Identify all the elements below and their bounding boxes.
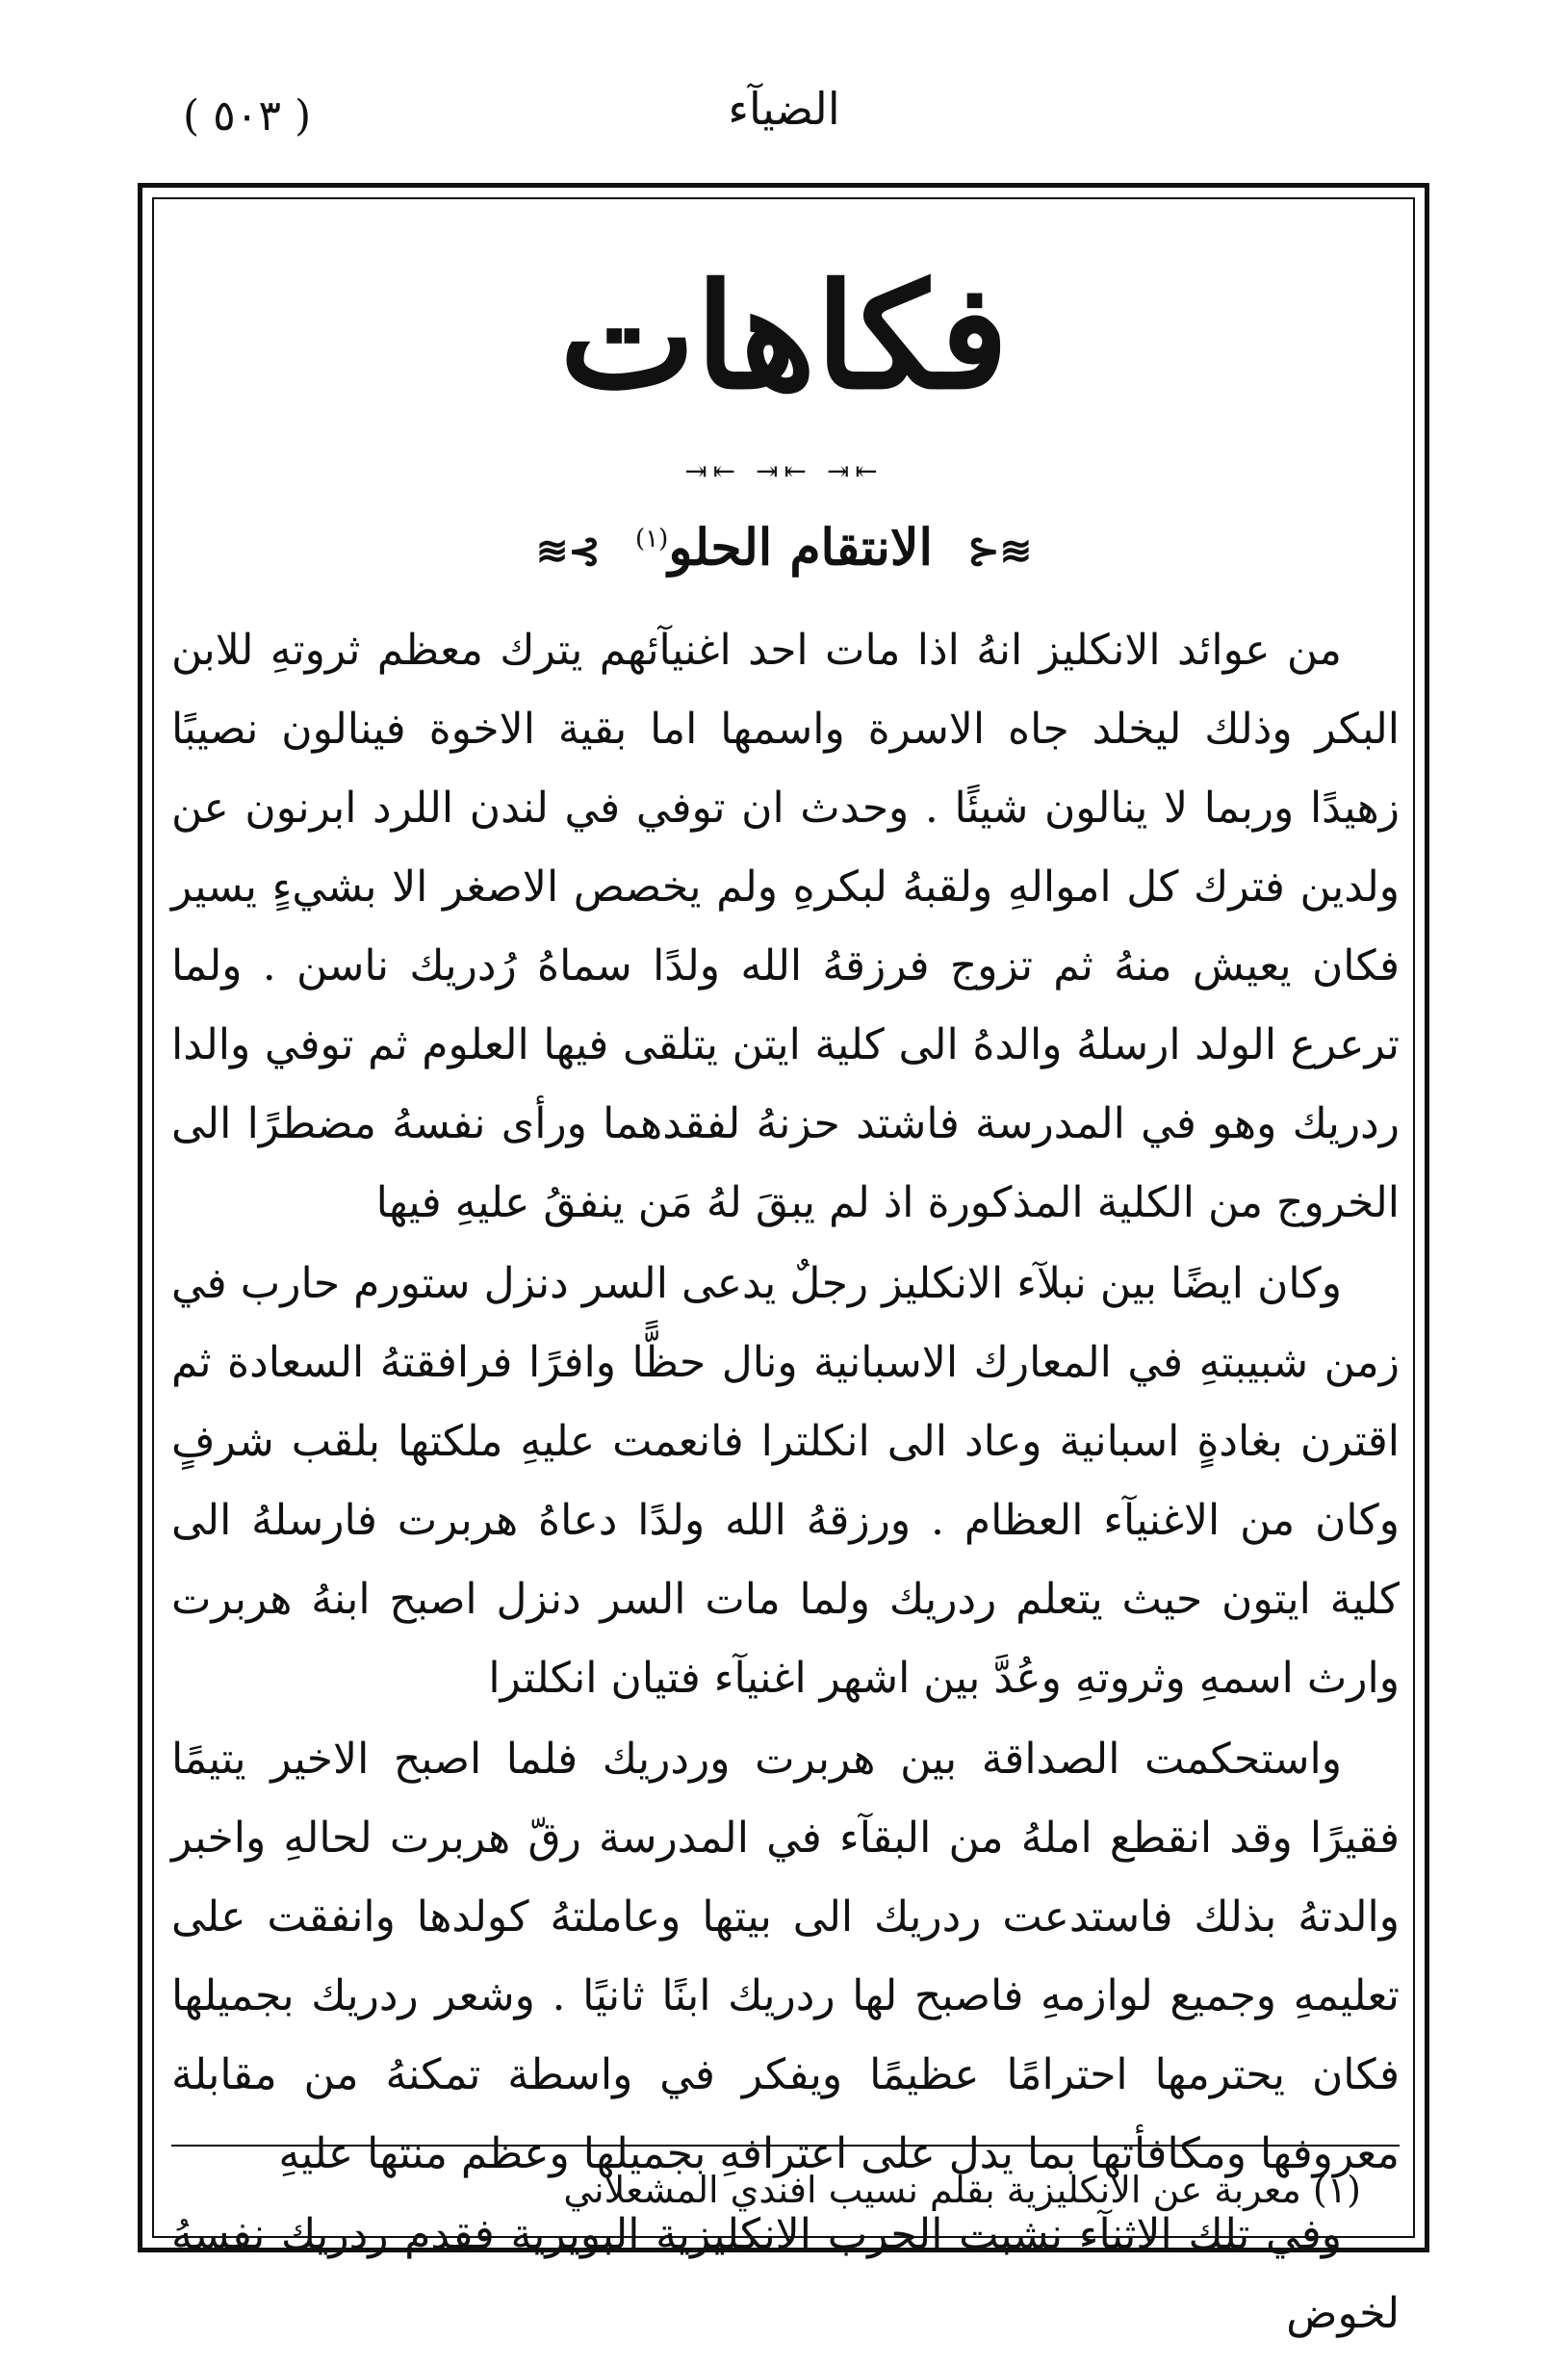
footnote-mark: (١) [635, 525, 669, 553]
article-body [171, 611, 1400, 2353]
paragraph: وفي تلك الاثنآء نشبت الحرب الانكليزية البويرية فقدم ردريك نفسهُ لخوض [171, 2210, 1400, 2338]
footnote-divider [171, 2145, 1400, 2147]
ornament-divider: ⇤⇥ ⇤⇥ ⇤⇥ [684, 455, 884, 487]
article-heading [0, 501, 1568, 590]
paragraph: وكان ايضًا بين نبلآء الانكليز رجلٌ يدعى السر دنزل ستورم حارب في زمن شبيبتهِ في المعارك الاسبانية ونال حظًّا وافرًا فرافقتهُ السعادة ثم اقترن بغادةٍ اسبانية وعاد الى انكلترا فانعمت عليهِ ملكتها بلقب شرفٍ وكان من الاغنيآء العظام . ورزقهُ الله ولدًا دعاهُ هربرت فارسلهُ الى كلية ايتون حيث يتعلم ردريك ولما مات السر دنزل اصبح ابنهُ هربرت وارث اسمهِ وثروتهِ وعُدَّ بين اشهر اغنيآء فتيان انكلترا [171, 1259, 1400, 1703]
paragraph: من عوائد الانكليز انهُ اذا مات احد اغنيآئهم يترك معظم ثروتهِ للابن البكر وذلك ليخلد جاه الاسرة واسمها اما بقية الاخوة فينالون نصيبًا زهيدًا وربما لا ينالون شيئًا . وحدث ان توفي في لندن اللرد ابرنون عن ولدين فترك كل اموالهِ ولقبهُ لبكرهِ ولم يخصص الاصغر الا بشيءٍ يسير فكان يعيش منهُ ثم تزوج فرزقهُ الله ولدًا سماهُ رُدريك ناسن . ولما ترعرع الولد ارسلهُ والدهُ الى كلية ايتن يتلقى فيها العلوم ثم توفي والدا ردريك وهو في المدرسة فاشتد حزنهُ لفقدهما ورأى نفسهُ مضطرًا الى الخروج من الكلية المذكورة اذ لم يبقَ لهُ مَن ينفقُ عليهِ فيها [171, 626, 1400, 1227]
footnote: (١) معربة عن الانكليزية بقلم نسيب افندي المشعلاني [563, 2169, 1361, 2211]
page-number: ( ٥٠٣ ) [183, 91, 312, 141]
journal-name: الضيآء [728, 83, 840, 135]
heading-ornament-left: ⊱≋ [535, 528, 601, 575]
paragraph: واستحكمت الصداقة بين هربرت وردريك فلما اصبح الاخير يتيمًا فقيرًا وقد انقطع املهُ من البقآء في المدرسة رقّ هربرت لحالهِ واخبر والدتهُ بذلك فاستدعت ردريك الى بيتها وعاملتهُ كولدها وانفقت على تعليمهِ وجميع لوازمهِ فاصبح لها ردريك ابنًا ثانيًا . وشعر ردريك بجميلها فكان يحترمها احترامًا عظيمًا ويفكر في واسطة تمكنهُ من مقابلة معروفها ومكافأتها بما يدل على اعترافهِ بجميلها وعظم منتها عليهِ [171, 1735, 1400, 2178]
heading-ornament-right: ≋⊰ [967, 528, 1033, 575]
running-head [0, 75, 1568, 152]
article-title: الانتقام الحلو [668, 518, 933, 578]
section-title: فكاهات [559, 252, 1009, 422]
